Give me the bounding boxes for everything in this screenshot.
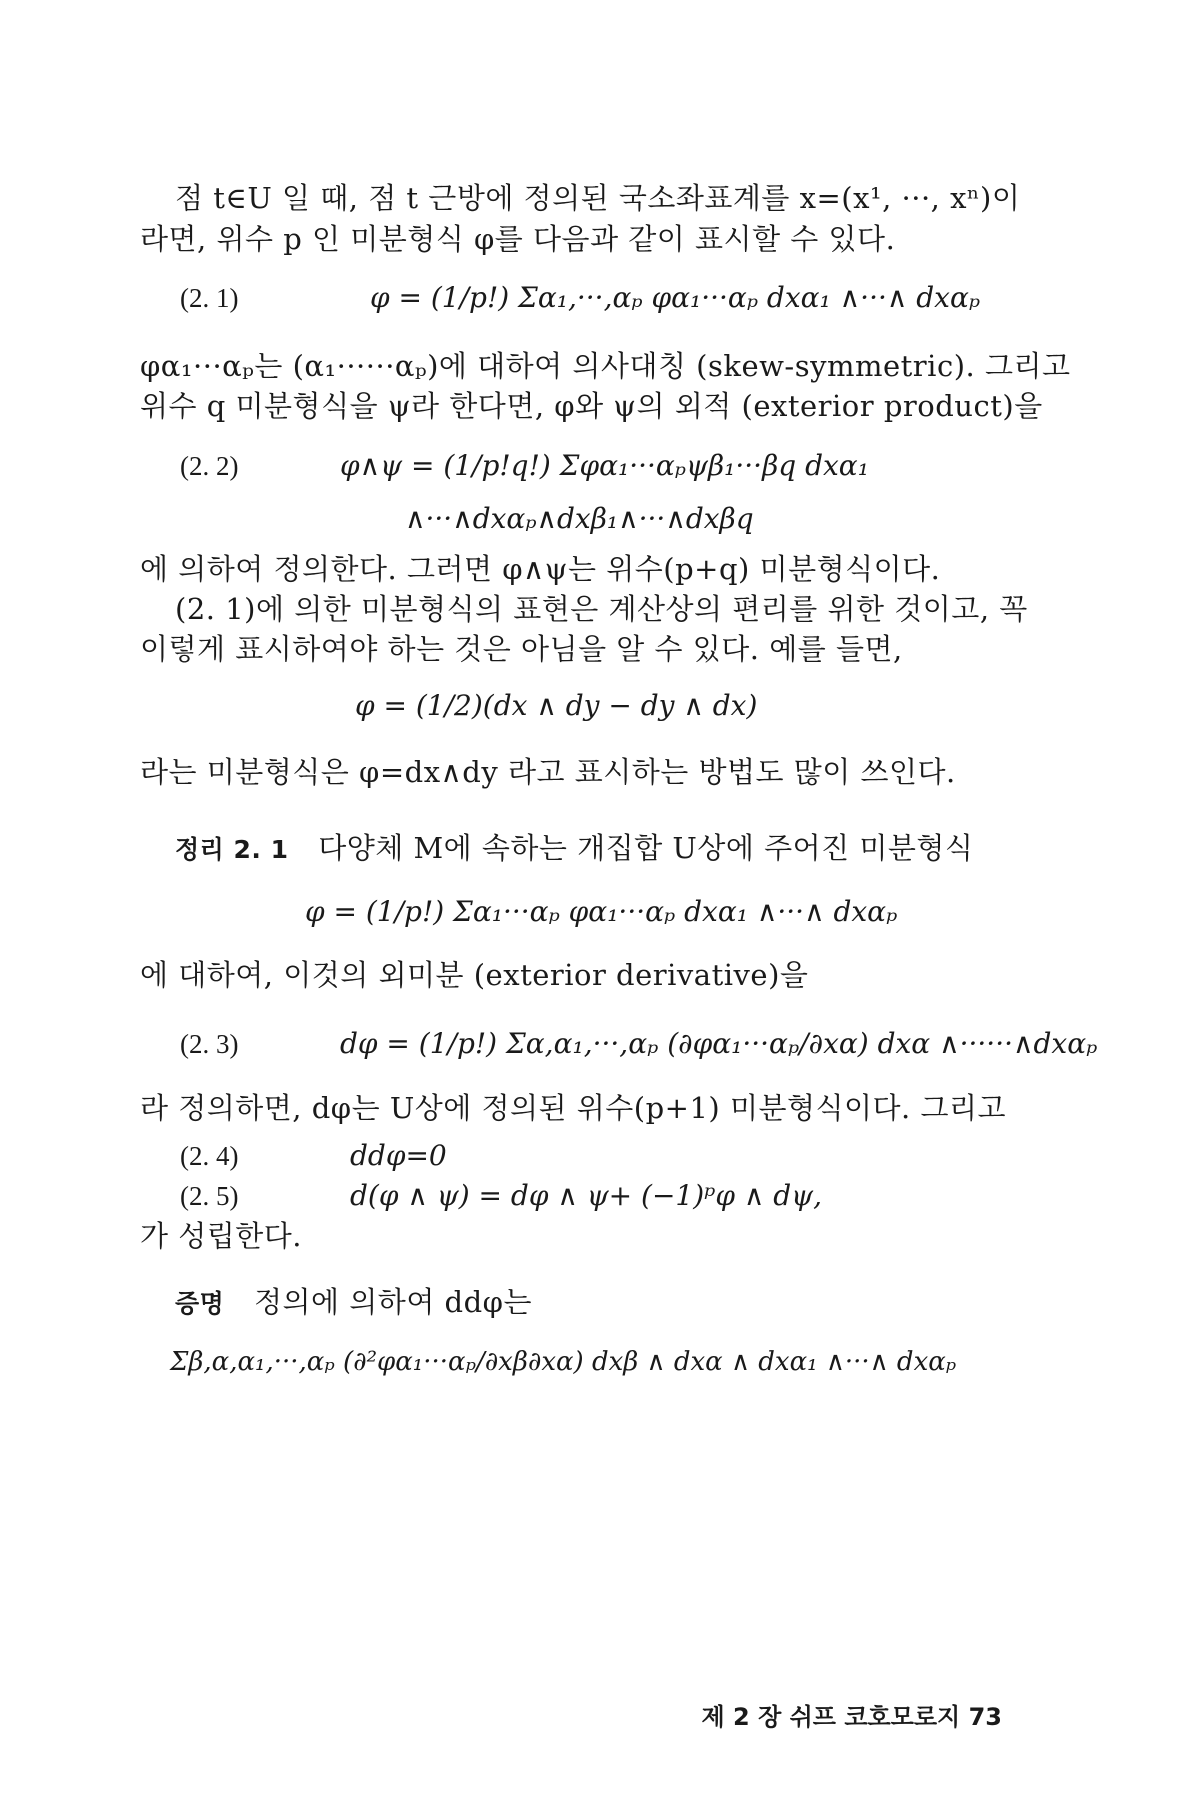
paragraph-line: 라는 미분형식은 φ=dx∧dy 라고 표시하는 방법도 많이 쓰인다. [140,755,956,789]
paragraph-line: φα₁···αₚ는 (α₁······αₚ)에 대하여 의사대칭 (skew-symmetric). 그리고 [140,349,1071,383]
paragraph-line: (2. 1)에 의한 미분형식의 표현은 계산상의 편리를 위한 것이고, 꼭 [175,592,1028,626]
paragraph-line: 점 t∈U 일 때, 점 t 근방에 정의된 국소좌표계를 x=(x¹, ···, xⁿ)이 [175,181,1021,215]
paragraph-line: 라면, 위수 p 인 미분형식 φ를 다음과 같이 표시할 수 있다. [140,222,896,256]
equation: Σβ,α,α₁,···,αₚ (∂²φα₁···αₚ/∂xβ∂xα) dxβ ∧ dxα ∧ dxα₁ ∧···∧ dxαₚ [170,1347,957,1377]
equation-number: (2. 2) [180,451,239,481]
equation-number: (2. 1) [180,283,239,313]
paragraph-line: 이렇게 표시하여야 하는 것은 아님을 알 수 있다. 예를 들면, [140,632,903,666]
proof-heading [175,1282,532,1324]
paragraph-line: 가 성립한다. [140,1219,303,1253]
equation-number: (2. 3) [180,1029,239,1059]
equation: φ = (1/p!) Σα₁,···,αₚ φα₁···αₚ dxα₁ ∧···∧ dxαₚ [370,281,981,314]
equation-continuation: ∧···∧dxαₚ∧dxβ₁∧···∧dxβq [405,502,754,535]
theorem-label: 정리 2. 1 [175,835,289,864]
theorem-heading [175,828,973,870]
proof-text: 정의에 의하여 ddφ는 [254,1285,532,1319]
paragraph-line: 위수 q 미분형식을 ψ라 한다면, φ와 ψ의 외적 (exterior product)을 [140,389,1043,423]
equation: φ = (1/p!) Σα₁···αₚ φα₁···αₚ dxα₁ ∧···∧ dxαₚ [305,895,898,928]
equation: dφ = (1/p!) Σα,α₁,···,αₚ (∂φα₁···αₚ/∂xα) dxα ∧······∧dxαₚ [340,1027,1098,1060]
paragraph-line: 에 의하여 정의한다. 그러면 φ∧ψ는 위수(p+q) 미분형식이다. [140,552,941,586]
equation: φ∧ψ = (1/p!q!) Σφα₁···αₚψβ₁···βq dxα₁ [340,449,869,482]
page-footer: 제 2 장 쉬프 코호모로지 73 [701,1703,1002,1731]
equation-number: (2. 5) [180,1181,239,1211]
equation-number: (2. 4) [180,1141,239,1171]
equation: φ = (1/2)(dx ∧ dy − dy ∧ dx) [355,689,758,722]
equation: d(φ ∧ ψ) = dφ ∧ ψ+ (−1)ᵖφ ∧ dψ, [350,1179,823,1212]
equation: ddφ=0 [350,1139,447,1172]
paragraph-line: 라 정의하면, dφ는 U상에 정의된 위수(p+1) 미분형식이다. 그리고 [140,1091,1007,1125]
paragraph-line: 에 대하여, 이것의 외미분 (exterior derivative)을 [140,958,809,992]
proof-label: 증명 [175,1289,225,1318]
theorem-text: 다양체 M에 속하는 개집합 U상에 주어진 미분형식 [318,831,974,865]
